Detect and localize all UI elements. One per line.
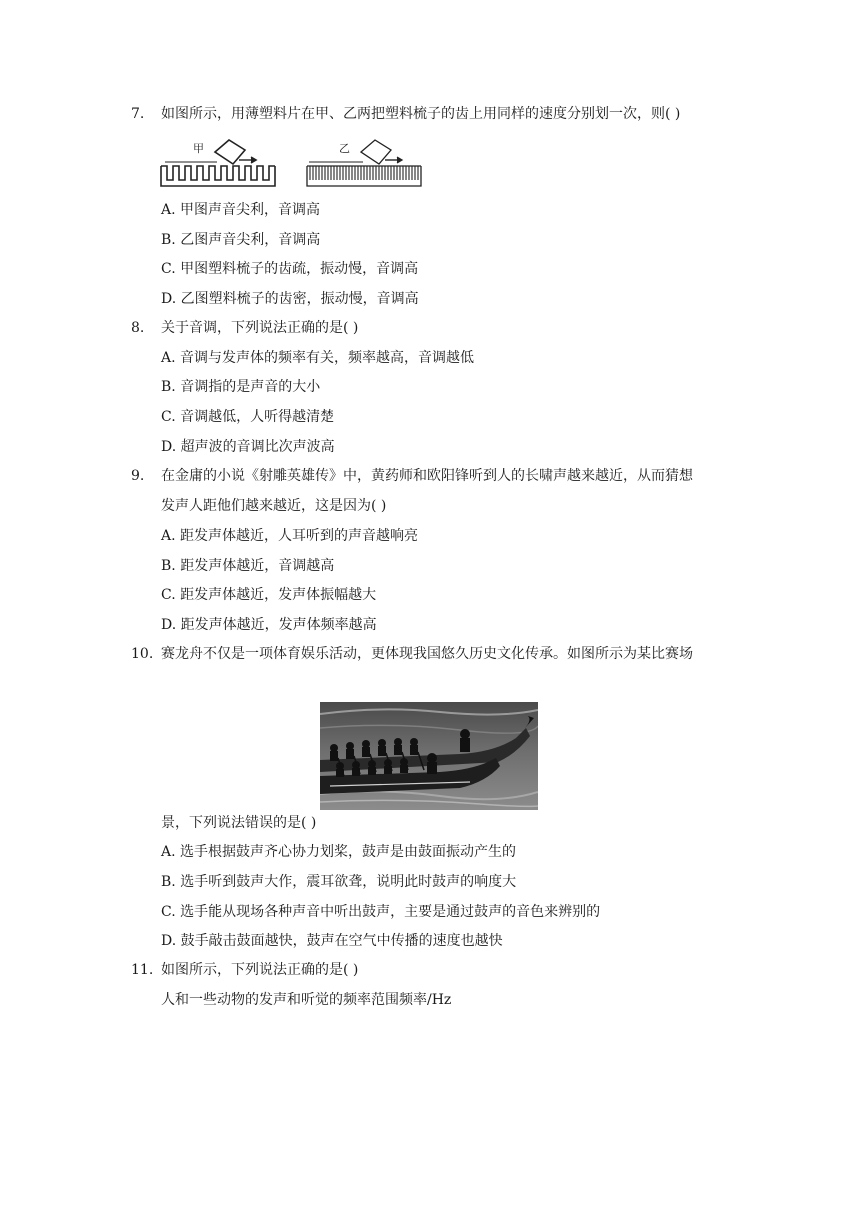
question-number: 9. — [131, 468, 145, 484]
dense-comb-diagram — [307, 140, 421, 186]
option: D. 乙图塑料梳子的齿密，振动慢，音调高 — [161, 291, 419, 307]
option: A. 甲图声音尖利，音调高 — [161, 202, 321, 218]
option: B. 音调指的是声音的大小 — [161, 379, 321, 395]
question-stem-line: 发声人距他们越来越近，这是因为( ) — [161, 498, 387, 514]
question-number: 10. — [131, 646, 154, 662]
sparse-comb-diagram — [161, 140, 275, 186]
option: D. 超声波的音调比次声波高 — [161, 439, 335, 455]
option: B. 选手听到鼓声大作，震耳欲聋，说明此时鼓声的响度大 — [161, 874, 517, 890]
option: D. 距发声体越近，发声体频率越高 — [161, 617, 377, 633]
option: C. 距发声体越近，发声体振幅越大 — [161, 587, 377, 603]
question-number: 11. — [131, 962, 154, 978]
question-number: 7. — [131, 106, 145, 122]
dragon-boat-photo — [320, 702, 538, 810]
comb-label-jia: 甲 — [193, 142, 204, 155]
question-stem-line: 景，下列说法错误的是( ) — [161, 815, 317, 831]
option: A. 距发声体越近，人耳听到的声音越响亮 — [161, 528, 419, 544]
comb-label-yi: 乙 — [339, 142, 350, 155]
option: B. 距发声体越近，音调越高 — [161, 558, 335, 574]
option: A. 选手根据鼓声齐心协力划桨，鼓声是由鼓面振动产生的 — [161, 844, 517, 860]
question-stem-line: 在金庸的小说《射雕英雄传》中，黄药师和欧阳锋听到人的长啸声越来越近，从而猜想 — [161, 468, 693, 484]
option: D. 鼓手敲击鼓面越快，鼓声在空气中传播的速度也越快 — [161, 933, 503, 949]
figure-caption: 人和一些动物的发声和听觉的频率范围频率/Hz — [161, 992, 452, 1008]
option: B. 乙图声音尖利，音调高 — [161, 232, 321, 248]
question-stem: 关于音调，下列说法正确的是( ) — [161, 320, 359, 336]
option: C. 音调越低，人听得越清楚 — [161, 409, 335, 425]
option: C. 选手能从现场各种声音中听出鼓声，主要是通过鼓声的音色来辨别的 — [161, 904, 601, 920]
question-stem-line: 赛龙舟不仅是一项体育娱乐活动，更体现我国悠久历史文化传承。如图所示为某比赛场 — [161, 646, 693, 662]
question-stem: 如图所示，下列说法正确的是( ) — [161, 962, 359, 978]
question-number: 8. — [131, 320, 145, 336]
option: A. 音调与发声体的频率有关，频率越高，音调越低 — [161, 350, 475, 366]
option: C. 甲图塑料梳子的齿疏，振动慢，音调高 — [161, 261, 419, 277]
comb-figure — [157, 138, 427, 190]
question-stem: 如图所示，用薄塑料片在甲、乙两把塑料梳子的齿上用同样的速度分别划一次，则( ) — [161, 106, 681, 122]
